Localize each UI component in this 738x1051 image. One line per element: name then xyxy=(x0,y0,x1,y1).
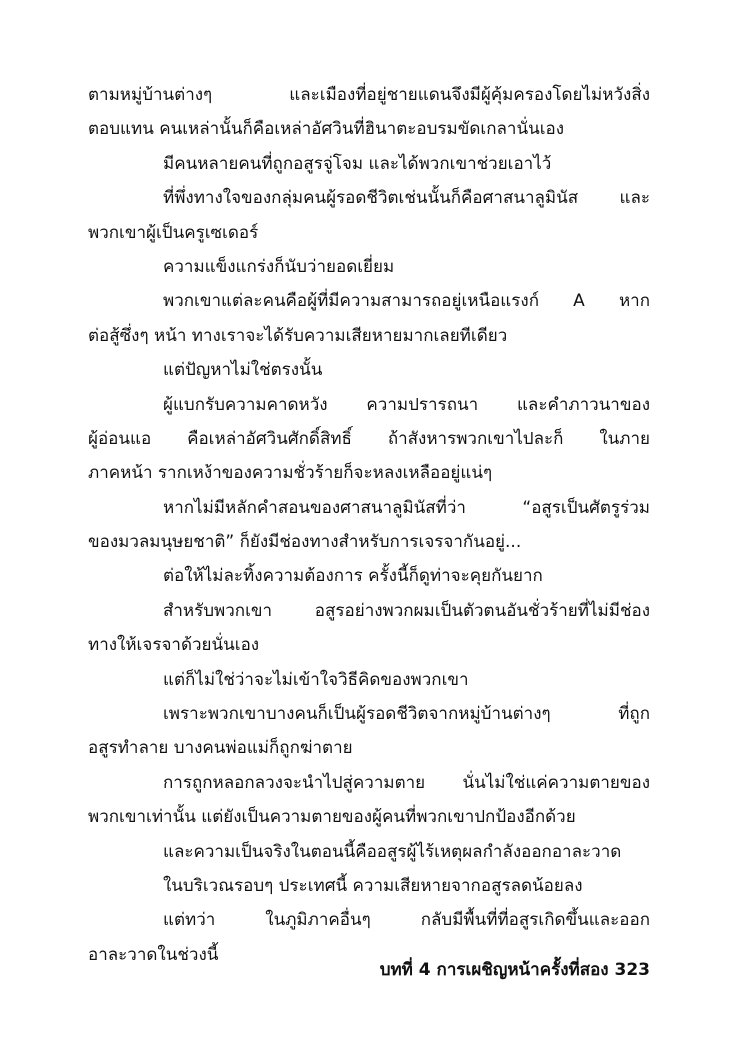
text-line: พวกเขาผู้เป็นครูเซเดอร์ xyxy=(88,222,259,243)
text-line: ความแข็งแกร่งก็นับว่ายอดเยี่ยม xyxy=(163,256,395,277)
text-line: แต่ปัญหาไม่ใช่ตรงนั้น xyxy=(163,360,323,381)
text-line: แต่ก็ไม่ใช่ว่าจะไม่เข้าใจวิธีคิดของพวกเขา xyxy=(163,669,469,690)
page-footer: บทที่ 4 การเผชิญหน้าครั้งที่สอง 323 xyxy=(379,960,650,980)
text-line: มีคนหลายคนที่ถูกอสูรจู่โจม และได้พวกเขาช่วยเอาไว้ xyxy=(163,153,552,174)
text-line: ในบริเวณรอบๆ ประเทศนี้ ความเสียหายจากอสูรลดน้อยลง xyxy=(163,875,583,896)
text-line: ทางให้เจรจาด้วยนั่นเอง xyxy=(88,635,260,656)
text-line: หากไม่มีหลักคำสอนของศาสนาลูมินัสที่ว่า “อสูรเป็นศัตรูร่วม xyxy=(163,497,650,518)
text-line: พวกเขาเท่านั้น แต่ยังเป็นความตายของผู้คนที่พวกเขาปกป้องอีกด้วย xyxy=(88,807,576,828)
text-line: พวกเขาแต่ละคนคือผู้ที่มีความสามารถอยู่เหนือแรงก์ A หาก xyxy=(163,291,650,312)
page-body xyxy=(88,78,650,972)
text-line: และความเป็นจริงในตอนนี้คืออสูรผู้ไร้เหตุผลกำลังออกอาละวาด xyxy=(163,841,622,862)
text-line: เพราะพวกเขาบางคนก็เป็นผู้รอดชีวิตจากหมู่บ้านต่างๆ ที่ถูก xyxy=(163,704,650,725)
text-line: ตามหมู่บ้านต่างๆ และเมืองที่อยู่ชายแดนจึงมีผู้คุ้มครองโดยไม่หวังสิ่ง xyxy=(88,85,650,105)
text-line: อาละวาดในช่วงนี้ xyxy=(88,944,219,965)
text-line: อสูรทำลาย บางคนพ่อแม่ก็ถูกฆ่าตาย xyxy=(88,738,353,759)
text-line: แต่ทว่า ในภูมิภาคอื่นๆ กลับมีพื้นที่ที่อสูรเกิดขึ้นและออก xyxy=(163,910,650,931)
text-line: ต่อสู้ซึ่งๆ หน้า ทางเราจะได้รับความเสียหายมากเลยทีเดียว xyxy=(88,325,508,346)
text-line: ผู้แบกรับความคาดหวัง ความปรารถนา และคำภาวนาของ xyxy=(163,394,650,415)
text-line: ผู้อ่อนแอ คือเหล่าอัศวินศักดิ์สิทธิ์ ถ้าสังหารพวกเขาไปละก็ ในภาย xyxy=(88,428,650,449)
text-line: ตอบแทน คนเหล่านั้นก็คือเหล่าอัศวินที่ฮินาตะอบรมขัดเกลานั่นเอง xyxy=(88,119,565,140)
text-line: ที่พึ่งทางใจของกลุ่มคนผู้รอดชีวิตเช่นนั้นก็คือศาสนาลูมินัส และ xyxy=(163,188,650,209)
text-line: สำหรับพวกเขา อสูรอย่างพวกผมเป็นตัวตนอันชั่วร้ายที่ไม่มีช่อง xyxy=(163,600,650,621)
text-line: ภาคหน้า รากเหง้าของความชั่วร้ายก็จะหลงเหลืออยู่แน่ๆ xyxy=(88,463,493,484)
text-line: ต่อให้ไม่ละทิ้งความต้องการ ครั้งนี้ก็ดูท่าจะคุยกันยาก xyxy=(163,566,543,587)
text-line: ของมวลมนุษยชาติ” ก็ยังมีช่องทางสำหรับการเจรจากันอยู่... xyxy=(88,532,522,553)
text-line: การถูกหลอกลวงจะนำไปสู่ความตาย นั่นไม่ใช่แค่ความตายของ xyxy=(163,772,650,793)
